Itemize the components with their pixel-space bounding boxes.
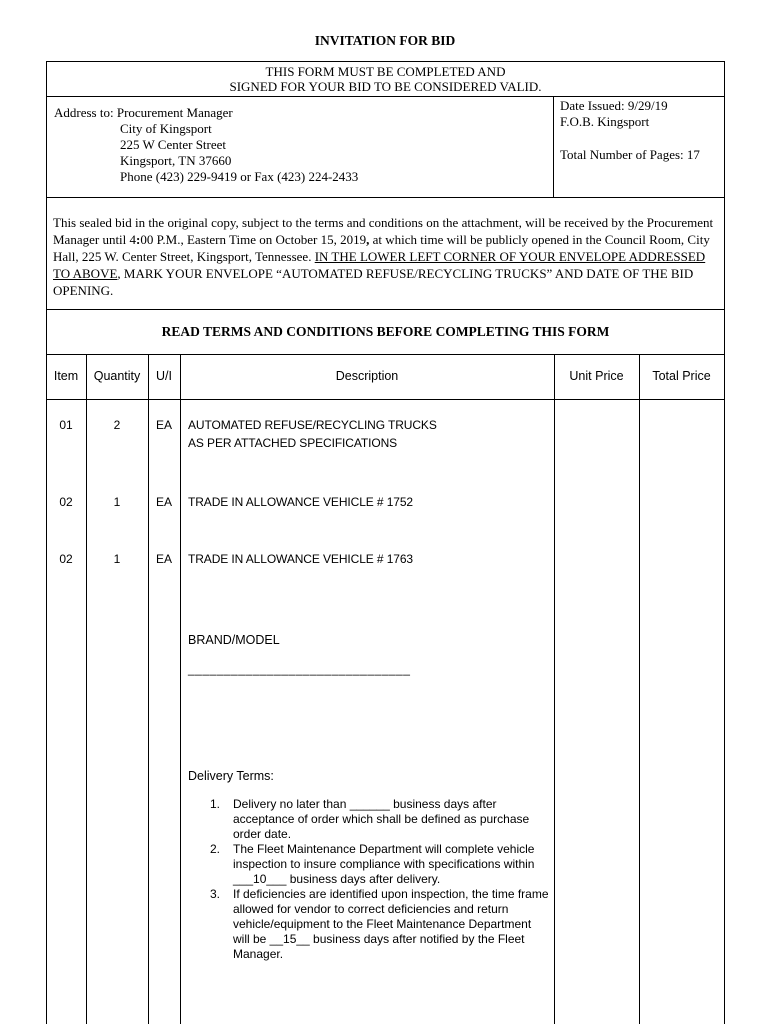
- sealed-bid-box: [46, 197, 725, 310]
- brand-model-label: BRAND/MODEL: [188, 633, 280, 647]
- brand-model-blank[interactable]: _______________________________: [188, 662, 411, 676]
- address-line-1: Procurement Manager: [116, 105, 233, 120]
- header-total-price: Total Price: [652, 369, 711, 383]
- address-line-2: City of Kingsport: [120, 121, 212, 136]
- delivery-term-3-number: 3.: [210, 887, 221, 901]
- column-divider: [86, 354, 87, 1024]
- fob: F.O.B. Kingsport: [560, 114, 650, 129]
- delivery-term-1: [210, 797, 550, 842]
- row-1-description: [188, 416, 437, 452]
- address-block: [54, 105, 358, 185]
- row-1-description-line-2: AS PER ATTACHED SPECIFICATIONS: [188, 436, 398, 450]
- sealed-text-part-1: This sealed bid in the original copy, subject to the terms and conditions on the attachment, will be received by the Procurement Manager until 4: [53, 215, 714, 247]
- delivery-term-3: [210, 887, 550, 962]
- sealed-text-comma: ,: [366, 232, 370, 247]
- column-divider: [639, 354, 640, 1024]
- terms-box: [46, 309, 725, 355]
- notice-line-1: THIS FORM MUST BE COMPLETED AND: [265, 64, 506, 79]
- address-box: [46, 96, 554, 198]
- row-3-item: 02: [59, 552, 73, 566]
- column-divider: [180, 354, 181, 1024]
- header-quantity: Quantity: [93, 369, 141, 383]
- row-1-item: 01: [59, 418, 73, 432]
- header-item: Item: [53, 369, 79, 383]
- bid-info-box: [553, 96, 725, 198]
- delivery-term-2: [210, 842, 550, 887]
- header-ui: U/I: [156, 369, 172, 383]
- delivery-term-1-text: Delivery no later than ______ business days after acceptance of order which shall be defined as purchase order date.: [233, 797, 530, 841]
- sealed-text-underlined: IN THE LOWER LEFT CORNER OF YOUR ENVELOPE ADDRESSED TO ABOVE: [53, 249, 706, 281]
- terms-heading: READ TERMS AND CONDITIONS BEFORE COMPLETING THIS FORM: [161, 324, 610, 339]
- header-description: Description: [335, 369, 399, 383]
- sealed-text-part-4: , MARK YOUR ENVELOPE “AUTOMATED REFUSE/RECYCLING TRUCKS” AND DATE OF THE BID OPENING.: [53, 266, 694, 298]
- row-1-ui: EA: [155, 418, 172, 432]
- address-line-4: Kingsport, TN 37660: [120, 153, 232, 168]
- row-2-quantity: 1: [113, 495, 121, 509]
- row-2-ui: EA: [155, 495, 172, 509]
- sealed-text-part-2: 00 P.M., Eastern Time on October 15, 2019: [140, 232, 367, 247]
- header-divider: [46, 399, 725, 400]
- delivery-term-3-text: If deficiencies are identified upon inspection, the time frame allowed for vendor to correct deficiencies and return vehicle/equipment to the Fleet Maintenance Department will be __15__ business days after notified by the Fleet Manager.: [233, 887, 549, 961]
- row-2-description: TRADE IN ALLOWANCE VEHICLE # 1752: [188, 495, 414, 509]
- delivery-terms-title: Delivery Terms:: [188, 769, 274, 783]
- column-divider: [554, 354, 555, 1024]
- sealed-text-part-3: at which time will be publicly opened in the Council Room, City Hall, 225 W. Center Street, Kingsport, Tennessee.: [53, 232, 710, 264]
- table-border-right: [724, 354, 725, 1024]
- table-border-left: [46, 354, 47, 1024]
- bid-items-table: [46, 354, 725, 1024]
- row-3-quantity: 1: [113, 552, 121, 566]
- row-3-description: TRADE IN ALLOWANCE VEHICLE # 1763: [188, 552, 414, 566]
- form-notice: [46, 61, 725, 97]
- address-line-5: Phone (423) 229-9419 or Fax (423) 224-2433: [120, 169, 359, 184]
- notice-line-2: SIGNED FOR YOUR BID TO BE CONSIDERED VALID.: [229, 79, 542, 94]
- delivery-terms-list: [210, 797, 550, 962]
- date-issued: Date Issued: 9/29/19: [560, 98, 668, 113]
- delivery-term-1-number: 1.: [210, 797, 221, 811]
- address-line-3: 225 W Center Street: [120, 137, 227, 152]
- sealed-text-colon: :: [136, 232, 141, 247]
- delivery-term-2-number: 2.: [210, 842, 221, 856]
- row-1-quantity: 2: [113, 418, 121, 432]
- column-divider: [148, 354, 149, 1024]
- header-unit-price: Unit Price: [569, 369, 624, 383]
- delivery-term-2-text: The Fleet Maintenance Department will complete vehicle inspection to insure compliance with specifications within ___10___ business days after delivery.: [233, 842, 535, 886]
- row-3-ui: EA: [155, 552, 172, 566]
- document-title: INVITATION FOR BID: [314, 33, 456, 48]
- row-2-item: 02: [59, 495, 73, 509]
- total-pages: Total Number of Pages: 17: [560, 147, 700, 162]
- row-1-description-line-1: AUTOMATED REFUSE/RECYCLING TRUCKS: [188, 418, 437, 432]
- sealed-bid-text: [53, 214, 721, 299]
- address-prefix: Address to:: [54, 105, 114, 120]
